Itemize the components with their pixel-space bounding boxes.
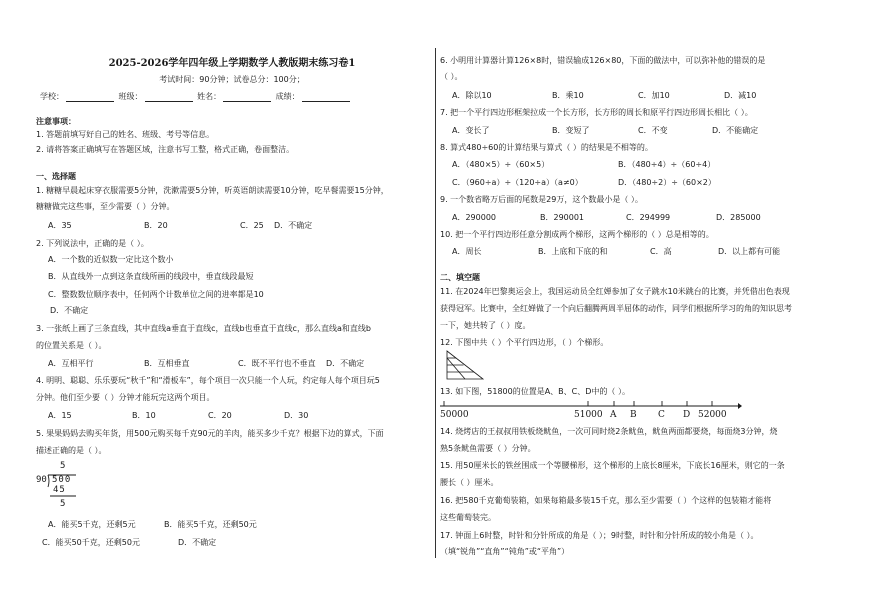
q10-options — [440, 246, 840, 257]
q8-option-d[interactable]: D．（480÷2）÷（60×2） — [618, 178, 716, 187]
q3-line2: 的位置关系是（ ）。 — [36, 341, 107, 350]
q6-line1: 6. 小明用计算器计算126×8时，错误输成126×80，下面的做法中，可以弥补他的错误的是 — [440, 56, 766, 65]
q17-line1: 17. 钟面上6时整，时针和分针所成的角是（ ）；9时整，时针和分针所成的较小角是（ ）。 — [440, 531, 759, 540]
student-info-line — [40, 91, 428, 102]
nl-label-b: B — [630, 410, 637, 420]
division-quotient: 5 — [60, 461, 66, 471]
q3-line1: 3. 一张纸上画了三条直线，其中直线a垂直于直线c，直线b也垂直于直线c，那么直线a和直线b — [36, 324, 371, 333]
q8-options-row1 — [440, 159, 840, 170]
school-blank[interactable] — [66, 93, 114, 102]
q6-line2: （ ）。 — [440, 72, 463, 81]
q1-option-d[interactable]: D．不确定 — [274, 221, 313, 230]
q5-option-a[interactable]: A．能买5千克，还剩5元 — [48, 520, 136, 529]
q8-option-a[interactable]: A．（480×5）÷（60×5） — [452, 160, 550, 169]
q6-option-c[interactable]: C．加10 — [638, 91, 670, 100]
q9-option-c[interactable]: C．294999 — [626, 213, 671, 222]
q13-stem: 13. 如下图，51800的位置是A、B、C、D中的（ ）。 — [440, 387, 630, 396]
q9-stem: 9. 一个数省略万后面的尾数是29万，这个数最小是（ ）。 — [440, 195, 643, 204]
q11-line3: 一下，她共转了（ ）度。 — [440, 321, 531, 330]
q8-option-b[interactable]: B．（480÷4）÷（60÷4） — [618, 160, 716, 169]
division-divisor: 90 — [36, 475, 47, 485]
q9-option-a[interactable]: A．290000 — [452, 213, 497, 222]
q4-option-d[interactable]: D．30 — [284, 411, 309, 420]
q5-option-b[interactable]: B．能买5千克，还剩50元 — [164, 520, 257, 529]
q7-option-c[interactable]: C．不变 — [638, 126, 668, 135]
q5-option-d[interactable]: D．不确定 — [178, 538, 217, 547]
q10-option-a[interactable]: A．周长 — [452, 247, 482, 256]
q1-option-a[interactable]: A．35 — [48, 221, 72, 230]
q2-option-c[interactable]: C．整数数位顺序表中，任何两个计数单位之间的进率都是10 — [48, 290, 264, 299]
q4-option-a[interactable]: A．15 — [48, 411, 72, 420]
q5-option-c[interactable]: C．能买50千克，还剩50元 — [42, 538, 140, 547]
name-label: 姓名： — [197, 92, 222, 101]
q1-line1: 1. 糖糖早晨起床穿衣服需要5分钟，洗漱需要5分钟，听英语朗读需要10分钟，吃早餐需要15分钟， — [36, 186, 389, 195]
q16-line2: 这些葡萄装完。 — [440, 513, 496, 522]
division-bracket-graphic — [36, 459, 116, 513]
q3-option-a[interactable]: A．互相平行 — [48, 359, 94, 368]
division-dividend: 500 — [52, 475, 72, 485]
q13-number-line — [440, 400, 742, 422]
q5-options-row2 — [36, 537, 428, 548]
number-line-axis — [440, 400, 742, 410]
q6-option-b[interactable]: B．乘10 — [552, 91, 584, 100]
q1-option-b[interactable]: B．20 — [144, 221, 168, 230]
q5-options-row1 — [36, 519, 428, 530]
score-blank[interactable] — [302, 93, 350, 102]
q14-line1: 14. 烧烤店的王叔叔用铁板烧鱿鱼，一次可同时烧2条鱿鱼，鱿鱼两面都要烧，每面烧3分钟，烧 — [440, 427, 778, 436]
q3-option-c[interactable]: C．既不平行也不垂直 — [238, 359, 316, 368]
q10-stem: 10. 把一个平行四边形任意分割成两个梯形，这两个梯形的（ ）总是相等的。 — [440, 230, 714, 239]
q17-line2: （填“锐角”“直角”“钝角”或“平角”） — [440, 547, 570, 556]
nl-label-c: C — [658, 410, 665, 420]
q8-stem: 8. 算式480÷60的计算结果与算式（ ）的结果是不相等的。 — [440, 143, 653, 152]
q10-option-b[interactable]: B．上底和下底的和 — [538, 247, 608, 256]
nl-label-d: D — [683, 410, 691, 420]
q12-figure — [446, 350, 484, 380]
class-label: 班级： — [118, 92, 143, 101]
q7-options — [440, 125, 840, 136]
q4-options — [36, 410, 428, 421]
q11-line1: 11. 在2024年巴黎奥运会上，我国运动员全红婵参加了女子跳水10米跳台的比赛，并凭借出色表现 — [440, 287, 790, 296]
q10-option-c[interactable]: C．高 — [650, 247, 672, 256]
q9-option-d[interactable]: D．285000 — [716, 213, 761, 222]
q1-line2: 糖糖做完这些事，至少需要（ ）分钟。 — [36, 202, 175, 211]
notice-heading: 注意事项： — [36, 117, 76, 126]
q5-line2: 描述正确的是（ ）。 — [36, 446, 107, 455]
q9-options — [440, 212, 840, 223]
q2-option-a[interactable]: A．一个数的近似数一定比这个数小 — [48, 255, 174, 264]
q15-line2: 腰长（ ）厘米。 — [440, 478, 499, 487]
section-choice-heading: 一、选择题 — [36, 172, 76, 181]
q3-option-d[interactable]: D．不确定 — [326, 359, 365, 368]
q3-option-b[interactable]: B．互相垂直 — [144, 359, 190, 368]
q1-options — [36, 220, 428, 231]
q8-option-c[interactable]: C．（960÷a）÷（120÷a）（a≠0） — [452, 178, 583, 187]
q6-option-a[interactable]: A．除以10 — [452, 91, 492, 100]
q2-option-b[interactable]: B．从直线外一点到这条直线所画的线段中，垂直线段最短 — [48, 272, 254, 281]
q2-stem: 2. 下列说法中，正确的是（ ）。 — [36, 239, 149, 248]
school-label: 学校： — [40, 92, 64, 101]
q7-option-d[interactable]: D．不能确定 — [712, 126, 759, 135]
name-blank[interactable] — [223, 93, 271, 102]
q16-line1: 16. 把580千克葡萄装箱，如果每箱最多装15千克，那么至少需要（ ）个这样的包装箱才能将 — [440, 496, 772, 505]
q8-options-row2 — [440, 177, 840, 188]
nl-label-52000: 52000 — [698, 410, 727, 420]
q14-line2: 熟5条鱿鱼需要（ ）分钟。 — [440, 444, 536, 453]
division-remainder: 5 — [60, 499, 66, 509]
q3-options — [36, 358, 428, 369]
exam-subtitle: 考试时间：90分钟；试卷总分：100分； — [159, 75, 305, 84]
notice-item-2: 2. 请将答案正确填写在答题区域，注意书写工整，格式正确，卷面整洁。 — [36, 145, 295, 154]
class-blank[interactable] — [145, 93, 193, 102]
q9-option-b[interactable]: B．290001 — [540, 213, 585, 222]
q4-line2: 分钟。他们至少要（ ）分钟才能玩完这两个项目。 — [36, 393, 215, 402]
q7-option-a[interactable]: A．变长了 — [452, 126, 490, 135]
q1-option-c[interactable]: C．25 — [240, 221, 264, 230]
nl-label-50000: 50000 — [440, 410, 469, 420]
q4-option-c[interactable]: C．20 — [208, 411, 232, 420]
q6-option-d[interactable]: D．减10 — [724, 91, 757, 100]
q12-stem: 12. 下图中共（ ）个平行四边形，（ ）个梯形。 — [440, 338, 609, 347]
q7-stem: 7. 把一个平行四边形框架拉成一个长方形，长方形的周长和原平行四边形周长相比（ ）。 — [440, 108, 753, 117]
column-divider — [435, 48, 436, 558]
q10-option-d[interactable]: D．以上都有可能 — [718, 247, 781, 256]
q7-option-b[interactable]: B．变短了 — [552, 126, 590, 135]
q6-options — [440, 90, 840, 101]
score-label: 成绩： — [275, 92, 300, 101]
q4-option-b[interactable]: B．10 — [132, 411, 156, 420]
section-fill-heading: 二、填空题 — [440, 273, 480, 282]
q5-line1: 5. 果果妈妈去购买年货，用500元购买每千克90元的羊肉，能买多少千克？根据下边的算式，下面 — [36, 429, 384, 438]
q2-option-d[interactable]: D．不确定 — [50, 306, 89, 315]
q11-line2: 获得冠军。比赛中，全红婵做了一个向后翻腾两周半屈体的动作，同学们根据所学习的角的知识思考 — [440, 304, 792, 313]
q5-long-division — [36, 459, 116, 513]
division-product: 45 — [53, 485, 66, 495]
nl-label-51000: 51000 — [574, 410, 603, 420]
notice-item-1: 1. 答题前填写好自己的姓名、班级、考号等信息。 — [36, 130, 215, 139]
nl-label-a: A — [610, 410, 617, 420]
q4-line1: 4. 明明、聪聪、乐乐要玩“秋千”和“滑板车”，每个项目一次只能一个人玩，约定每人每个项目玩5 — [36, 376, 380, 385]
q15-line1: 15. 用50厘米长的铁丝围成一个等腰梯形，这个梯形的上底长8厘米，下底长16厘米，则它的一条 — [440, 461, 785, 470]
exam-title: 2025-2026学年四年级上学期数学人教版期末练习卷1 — [108, 58, 356, 69]
